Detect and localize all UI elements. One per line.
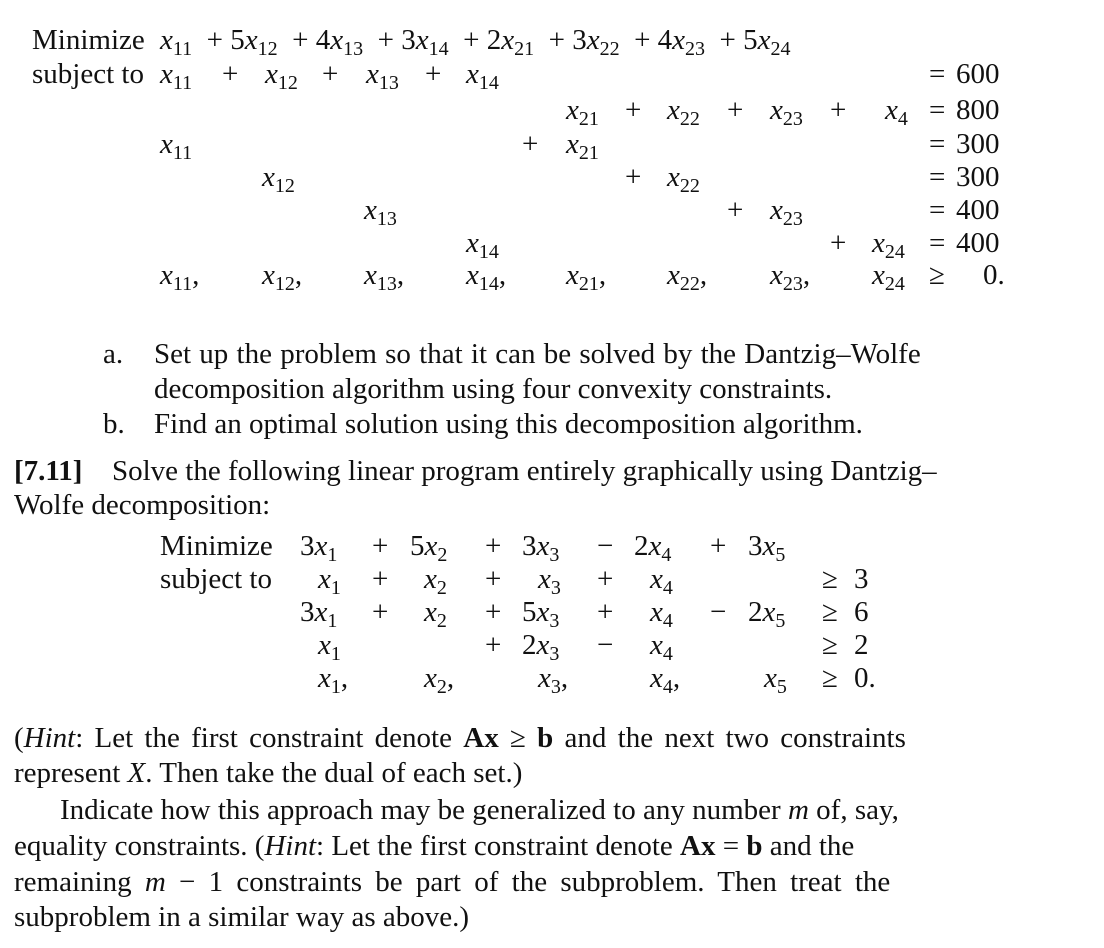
exercise-text-2: Wolfe decomposition: bbox=[14, 489, 271, 521]
part-b-label: b. bbox=[103, 408, 125, 440]
part-a-text: Set up the problem so that it can be solved by the Dantzig–Wolfe bbox=[154, 338, 921, 370]
part-a-label: a. bbox=[103, 338, 124, 370]
part-b-text: Find an optimal solution using this decomposition algorithm. bbox=[154, 408, 863, 440]
lp1-obj: $x_{11} + 5x_{12} + 4x_{13} + 3x_{14} + 2x_{21} + 3x_{22} + 4x_{23} + 5x_{24}$ bbox=[160, 24, 791, 60]
minimize-label-2: Minimize bbox=[160, 530, 273, 562]
part-a-text-2: decomposition algorithm using four convexity constraints. bbox=[154, 373, 833, 405]
minimize-label: Minimize bbox=[32, 24, 145, 56]
subject-to-label-2: subject to bbox=[160, 563, 272, 595]
subject-to-label: subject to bbox=[32, 58, 144, 90]
exercise-number: [7.11] bbox=[14, 455, 83, 487]
exercise-text: Solve the following linear program entirely graphically using Dantzig– bbox=[112, 455, 937, 487]
